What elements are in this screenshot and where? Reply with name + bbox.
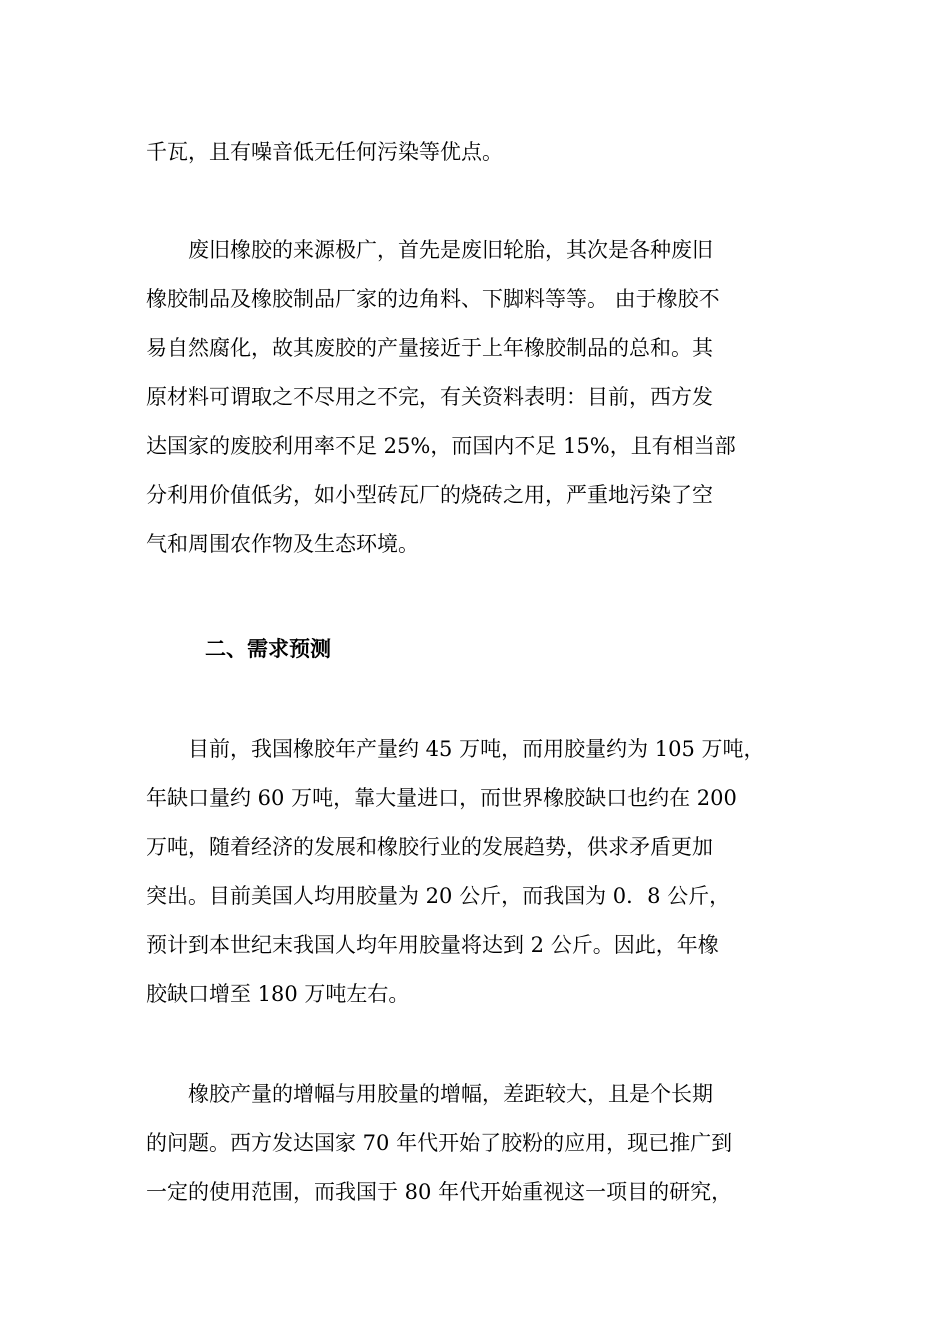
text-line: 达国家的废胶利用率不足 25%，而国内不足 15%，且有相当部 (146, 434, 736, 458)
text-line: 分利用价值低劣，如小型砖瓦厂的烧砖之用，严重地污染了空 (146, 483, 713, 507)
text-line: 年缺口量约 60 万吨，靠大量进口，而世界橡胶缺口也约在 200 (146, 786, 737, 810)
text-line: 一定的使用范围，而我国于 80 年代开始重视这一项目的研究， (146, 1180, 733, 1204)
paragraph-growth-gap (146, 1070, 826, 1217)
paragraph-intro-tail (146, 128, 826, 177)
text-line: 气和周围农作物及生态环境。 (146, 532, 419, 556)
text-line: 废旧橡胶的来源极广，首先是废旧轮胎，其次是各种废旧 (146, 238, 713, 262)
text-line: 千瓦，且有噪音低无任何污染等优点。 (146, 140, 503, 164)
text-line: 易自然腐化，故其废胶的产量接近于上年橡胶制品的总和。其 (146, 336, 713, 360)
text-line: 橡胶制品及橡胶制品厂家的边角料、下脚料等等。 由于橡胶不 (146, 287, 720, 311)
text-line: 预计到本世纪末我国人均年用胶量将达到 2 公斤。因此，年橡 (146, 933, 719, 957)
text-line: 原材料可谓取之不尽用之不完，有关资料表明：目前，西方发 (146, 385, 713, 409)
text-line: 的问题。西方发达国家 70 年代开始了胶粉的应用，现已推广到 (146, 1131, 733, 1155)
text-line: 橡胶产量的增幅与用胶量的增幅，差距较大，且是个长期 (146, 1082, 713, 1106)
text-line: 目前，我国橡胶年产量约 45 万吨，而用胶量约为 105 万吨， (146, 737, 765, 761)
text-line: 突出。目前美国人均用胶量为 20 公斤，而我国为 0．8 公斤， (146, 884, 731, 908)
paragraph-demand-figures (146, 725, 826, 1019)
text-line: 胶缺口增至 180 万吨左右。 (146, 982, 410, 1006)
paragraph-waste-rubber-sources (146, 226, 826, 569)
text-line: 万吨，随着经济的发展和橡胶行业的发展趋势，供求矛盾更加 (146, 835, 713, 859)
section-heading-demand-forecast: 二、需求预测 (205, 636, 331, 661)
